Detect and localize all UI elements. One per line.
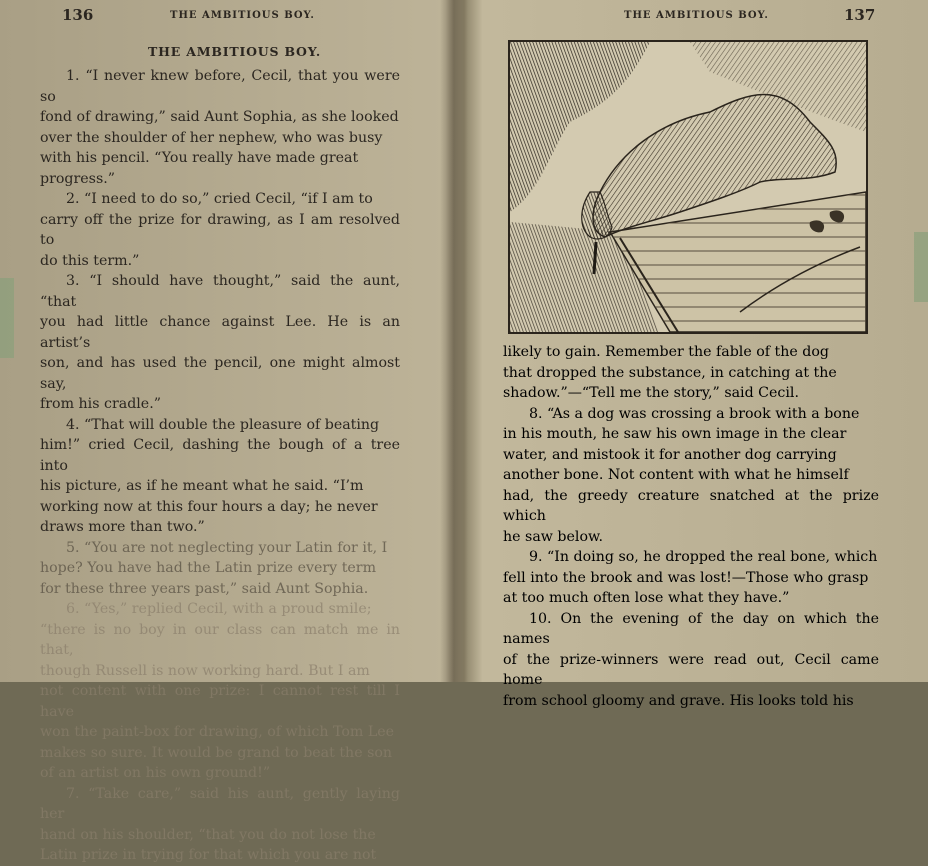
text-line: of an artist on his own ground!” [40, 765, 271, 781]
text-line: 5. “You are not neglecting your Latin for it, I [66, 539, 388, 556]
text-line: in his mouth, he saw his own image in the clear [503, 426, 847, 442]
text-line: from school gloomy and grave. His looks told his [503, 692, 854, 709]
text-line: 3. “I should have thought,” said the aunt, “that [40, 273, 400, 310]
left-page-number: 136 [62, 6, 94, 24]
text-line: his picture, as if he meant what he said. “I’m [40, 478, 364, 494]
text-line: do this term.” [40, 252, 140, 269]
text-line: at too much often lose what they have.” [503, 590, 790, 606]
text-line: 1. “I never knew before, Cecil, that you were so [40, 68, 400, 105]
text-line: though Russell is now working hard. But I am [40, 662, 370, 679]
text-line: “there is no boy in our class can match me in that, [40, 621, 400, 658]
dog-and-brook-illustration [508, 40, 868, 334]
text-line: 4. “That will double the pleasure of beating [66, 416, 380, 433]
left-page-text [40, 66, 400, 866]
text-line: him!” cried Cecil, dashing the bough of a tree into [40, 437, 400, 474]
text-line: for these three years past,” said Aunt Sophia. [40, 580, 369, 597]
text-line: carry off the prize for drawing, as I am resolved to [40, 211, 400, 248]
text-line: hand on his shoulder, “that you do not lose the [40, 826, 376, 843]
text-line: you had little chance against Lee. He is an artist’s [40, 314, 400, 351]
text-line: 9. “In doing so, he dropped the real bone, which [529, 549, 878, 565]
text-line: shadow.”—“Tell me the story,” said Cecil. [503, 385, 799, 401]
text-line: 8. “As a dog was crossing a brook with a bone [529, 405, 860, 422]
text-line: 7. “Take care,” said his aunt, gently laying her [40, 785, 400, 822]
text-line: son, and has used the pencil, one might almost say, [40, 355, 400, 392]
text-line: another bone. Not content with what he himself [503, 467, 849, 483]
text-line: he saw below. [503, 528, 603, 545]
left-running-head: THE AMBITIOUS BOY. [170, 10, 315, 21]
text-line: that dropped the substance, in catching at the [503, 364, 837, 381]
engraving-svg [510, 42, 866, 332]
left-page [0, 0, 460, 863]
right-page-number: 137 [844, 6, 876, 24]
text-line: 2. “I need to do so,” cried Cecil, “if I am to [66, 191, 373, 207]
text-line: not content with one prize: I cannot rest till I have [40, 683, 400, 720]
text-line: won the paint-box for drawing, of which Tom Lee [40, 724, 395, 740]
text-line: progress.” [40, 170, 115, 187]
text-line: of the prize-winners were read out, Cecil came home [503, 651, 879, 688]
text-line: makes so sure. It would be grand to beat the son [40, 744, 393, 761]
text-line: with his pencil. “You really have made great [40, 150, 359, 166]
text-line: from his cradle.” [40, 396, 161, 412]
bone-reflection [594, 242, 596, 274]
text-line: 6. “Yes,” replied Cecil, with a proud smile; [66, 601, 372, 617]
text-line: had, the greedy creature snatched at the prize which [503, 487, 879, 524]
text-line: Latin prize in trying for that which you are not [40, 847, 377, 863]
text-line: 10. On the evening of the day on which the names [503, 610, 879, 647]
text-line: over the shoulder of her nephew, who was busy [40, 129, 383, 146]
chapter-title: THE AMBITIOUS BOY. [148, 44, 322, 59]
text-line: fell into the brook and was lost!—Those who grasp [503, 569, 869, 586]
text-line: fond of drawing,” said Aunt Sophia, as she looked [40, 109, 399, 125]
right-page-text [503, 342, 879, 711]
text-line: hope? You have had the Latin prize every term [40, 560, 377, 576]
text-line: water, and mistook it for another dog carrying [503, 446, 837, 463]
text-line: likely to gain. Remember the fable of the dog [503, 344, 830, 360]
text-line: draws more than two.” [40, 519, 205, 535]
right-running-head: THE AMBITIOUS BOY. [624, 10, 769, 21]
text-line: working now at this four hours a day; he never [40, 498, 378, 515]
